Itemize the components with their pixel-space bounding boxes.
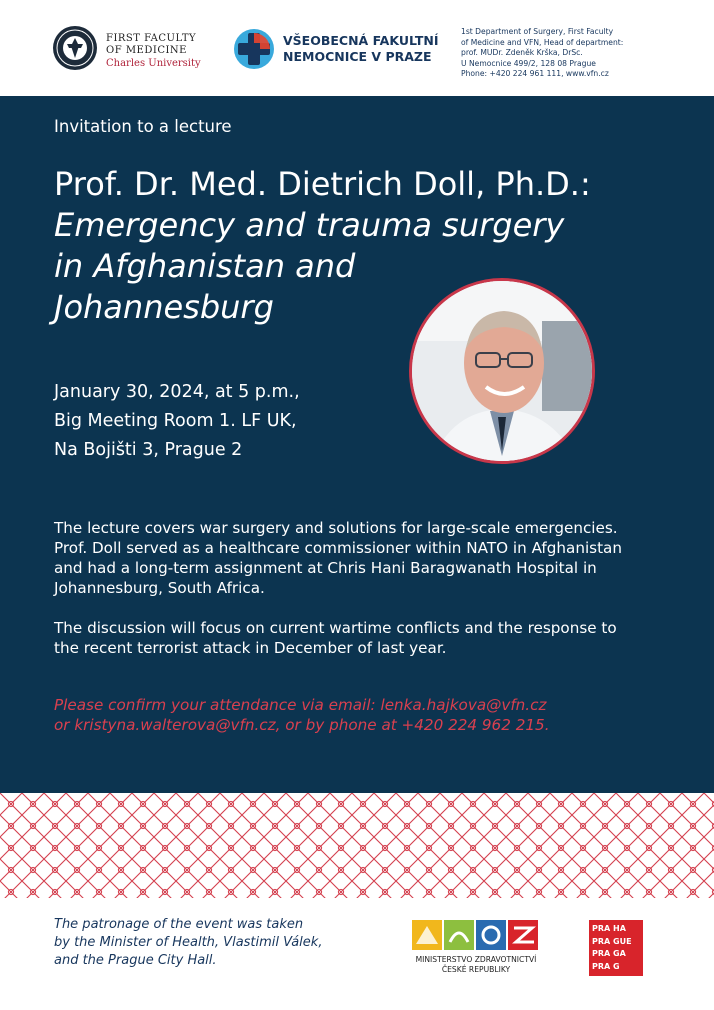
department-line-5: Phone: +420 224 961 111, www.vfn.cz bbox=[461, 69, 609, 79]
department-line-2: of Medicine and VFN, Head of department: bbox=[461, 37, 624, 47]
prague-row-3: PRA GA bbox=[592, 949, 626, 958]
faculty-seal-icon bbox=[52, 25, 98, 71]
lecture-subtitle-line-2: in Afghanistan and bbox=[54, 247, 356, 285]
lecture-subtitle-line-1: Emergency and trauma surgery bbox=[54, 206, 565, 244]
hospital-name bbox=[283, 33, 439, 65]
department-line-4: U Nemocnice 499/2, 128 08 Prague bbox=[461, 58, 596, 68]
department-line-1: 1st Department of Surgery, First Faculty bbox=[461, 27, 614, 36]
event-date: January 30, 2024, at 5 p.m., bbox=[54, 382, 300, 402]
event-details bbox=[54, 378, 300, 465]
prague-row-4: PRA G bbox=[592, 961, 620, 971]
patronage-line-3: and the Prague City Hall. bbox=[54, 953, 217, 968]
ministry-logo-icon bbox=[412, 920, 540, 950]
patronage-line-2: by the Minister of Health, Vlastimil Válek, bbox=[54, 935, 323, 950]
prague-logo bbox=[589, 920, 643, 976]
prague-row-1: PRA HA bbox=[592, 924, 626, 933]
faculty-line-1: FIRST FACULTY bbox=[106, 33, 197, 44]
speaker-portrait bbox=[409, 278, 595, 464]
lecture-title bbox=[54, 164, 694, 328]
lecture-description bbox=[54, 518, 634, 678]
header bbox=[0, 0, 714, 96]
event-address: Na Bojišti 3, Prague 2 bbox=[54, 440, 243, 460]
patronage-note bbox=[54, 916, 374, 970]
hospital-line-2: NEMOCNICE V PRAZE bbox=[283, 49, 432, 64]
hospital-line-1: VŠEOBECNÁ FAKULTNÍ bbox=[283, 33, 439, 48]
description-paragraph-2: The discussion will focus on current wartime conflicts and the response to the recent terrorist attack in December of last year. bbox=[54, 619, 617, 657]
faculty-name bbox=[106, 33, 201, 70]
ministry-name bbox=[412, 955, 540, 975]
invite-label: Invitation to a lecture bbox=[54, 117, 232, 136]
speaker-photo-icon bbox=[412, 281, 592, 461]
patronage-line-1: The patronage of the event was taken bbox=[54, 917, 304, 932]
speaker-name: Prof. Dr. Med. Dietrich Doll, Ph.D.: bbox=[54, 165, 591, 203]
ministry-line-1: MINISTERSTVO ZDRAVOTNICTVÍ bbox=[415, 955, 537, 964]
ministry-line-2: ČESKÉ REPUBLIKY bbox=[441, 965, 511, 974]
prague-row-2: PRA GUE bbox=[592, 936, 632, 946]
rsvp-line-1[interactable]: Please confirm your attendance via email: lenka.hajkova@vfn.cz bbox=[54, 696, 547, 714]
event-room: Big Meeting Room 1. LF UK, bbox=[54, 411, 297, 431]
rsvp-note bbox=[54, 695, 674, 735]
diamond-pattern-icon bbox=[0, 793, 714, 898]
lecture-subtitle-line-3: Johannesburg bbox=[54, 288, 274, 326]
description-paragraph-1: The lecture covers war surgery and solutions for large-scale emergencies. Prof. Doll served as a healthcare commissioner within NATO in Afghanistan and had a long-term assignment at Chris Hani Baragwanath Hospital in Johannesburg, South Africa. bbox=[54, 519, 622, 597]
faculty-line-2: OF MEDICINE bbox=[106, 45, 187, 56]
department-info bbox=[461, 27, 711, 80]
faculty-line-3: Charles University bbox=[106, 58, 201, 69]
department-line-3: prof. MUDr. Zdeněk Krška, DrSc. bbox=[461, 48, 583, 58]
rsvp-line-2[interactable]: or kristyna.walterova@vfn.cz, or by phone at +420 224 962 215. bbox=[54, 716, 550, 734]
prague-logo-text bbox=[592, 923, 632, 973]
hospital-cross-icon bbox=[233, 28, 275, 70]
